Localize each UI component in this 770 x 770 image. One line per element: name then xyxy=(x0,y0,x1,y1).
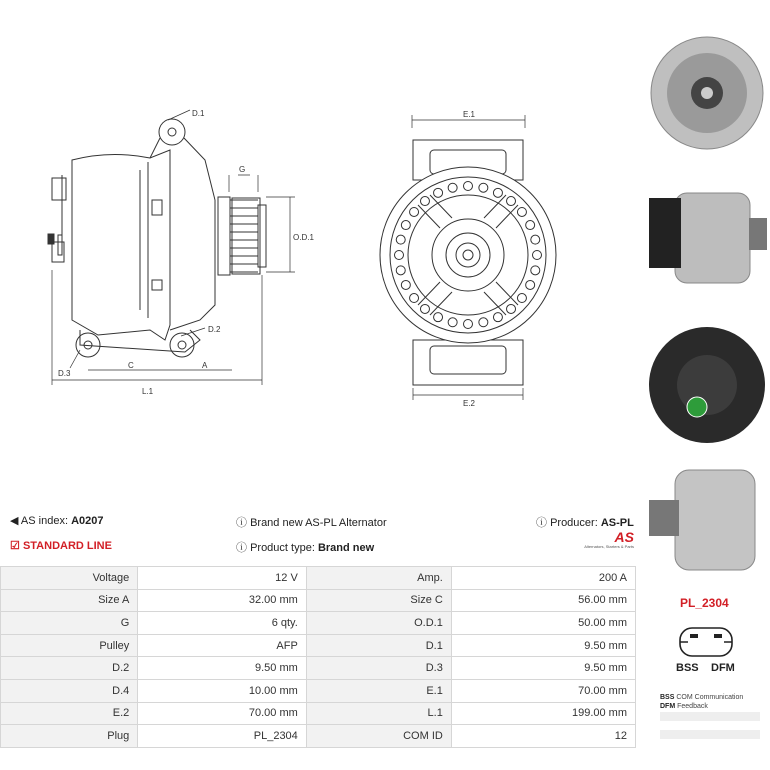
legend-empty-row xyxy=(660,730,760,739)
spec-label: Plug xyxy=(1,725,138,748)
label-a: A xyxy=(202,361,208,370)
info-icon: ⓘ xyxy=(236,517,247,529)
spec-value: AFP xyxy=(138,634,307,657)
spec-value: 70.00 mm xyxy=(451,679,635,702)
spec-label: Amp. xyxy=(306,567,451,590)
plug-code: PL_2304 xyxy=(680,596,729,610)
label-d2: D.2 xyxy=(208,325,221,334)
label-d1: D.1 xyxy=(192,109,205,118)
label-l1: L.1 xyxy=(142,387,154,396)
table-row xyxy=(1,567,636,590)
spec-value: 9.50 mm xyxy=(451,657,635,680)
product-photo-side[interactable] xyxy=(645,178,770,298)
spec-value: 32.00 mm xyxy=(138,589,307,612)
product-photo-pulley-side[interactable] xyxy=(645,8,770,173)
spec-label: Size C xyxy=(306,589,451,612)
label-e2: E.2 xyxy=(463,399,476,408)
pin-bss: BSS xyxy=(676,662,699,674)
legend-empty-row xyxy=(660,712,760,721)
label-od1: O.D.1 xyxy=(293,233,314,242)
label-d3: D.3 xyxy=(58,369,71,378)
table-row xyxy=(1,702,636,725)
tag-icon: ◀ xyxy=(10,515,19,527)
spec-value: 12 xyxy=(451,725,635,748)
description: ⓘ Brand new AS-PL Alternator xyxy=(236,517,387,529)
label-g: G xyxy=(239,165,246,174)
spec-label: Voltage xyxy=(1,567,138,590)
spec-value: 9.50 mm xyxy=(138,657,307,680)
pin-dfm: DFM xyxy=(711,662,735,674)
spec-label: D.1 xyxy=(306,634,451,657)
spec-value: 9.50 mm xyxy=(451,634,635,657)
table-row xyxy=(1,589,636,612)
spec-label: E.1 xyxy=(306,679,451,702)
legend-row-dfm: DFM Feedback xyxy=(660,703,708,710)
check-icon: ☑ xyxy=(10,540,20,552)
standard-line: ☑ STANDARD LINE xyxy=(10,540,112,552)
spec-value: 199.00 mm xyxy=(451,702,635,725)
as-pl-logo: AS Alternators, Starters & Parts xyxy=(584,529,634,549)
spec-label: L.1 xyxy=(306,702,451,725)
spec-table xyxy=(0,566,636,748)
side-view-drawing xyxy=(48,110,295,385)
label-c: C xyxy=(128,361,134,370)
info-icon: ⓘ xyxy=(536,517,547,529)
spec-label: COM ID xyxy=(306,725,451,748)
front-view-drawing xyxy=(380,115,556,400)
plug-connector-icon xyxy=(678,624,734,660)
spec-value: 70.00 mm xyxy=(138,702,307,725)
spec-value: 200 A xyxy=(451,567,635,590)
table-row xyxy=(1,657,636,680)
spec-label: D.3 xyxy=(306,657,451,680)
product-type: ⓘ Product type: Brand new xyxy=(236,542,375,554)
spec-value: PL_2304 xyxy=(138,725,307,748)
spec-label: D.4 xyxy=(1,679,138,702)
table-row xyxy=(1,725,636,748)
spec-label: G xyxy=(1,612,138,635)
spec-value: 6 qty. xyxy=(138,612,307,635)
spec-label: E.2 xyxy=(1,702,138,725)
table-row xyxy=(1,612,636,635)
info-icon: ⓘ xyxy=(236,542,247,554)
product-photo-rear[interactable] xyxy=(645,305,770,455)
spec-label: D.2 xyxy=(1,657,138,680)
product-photo-angled[interactable] xyxy=(645,460,770,580)
legend-row-bss: BSS COM Communication xyxy=(660,694,744,701)
spec-value: 50.00 mm xyxy=(451,612,635,635)
producer: ⓘ Producer: AS-PL xyxy=(536,517,634,529)
spec-label: O.D.1 xyxy=(306,612,451,635)
technical-drawing xyxy=(0,0,640,420)
spec-value: 10.00 mm xyxy=(138,679,307,702)
spec-label: Pulley xyxy=(1,634,138,657)
spec-label: Size A xyxy=(1,589,138,612)
as-index: ◀ AS index: A0207 xyxy=(10,515,104,527)
label-e1: E.1 xyxy=(463,110,476,119)
spec-value: 56.00 mm xyxy=(451,589,635,612)
table-row xyxy=(1,634,636,657)
table-row xyxy=(1,679,636,702)
spec-value: 12 V xyxy=(138,567,307,590)
